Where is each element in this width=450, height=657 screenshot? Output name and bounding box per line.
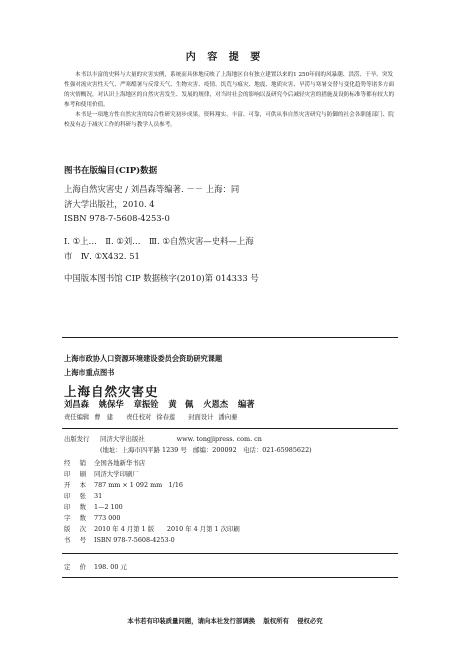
- author-name: 刘昌森: [64, 399, 89, 409]
- pub-row-value: 773 000: [94, 514, 121, 522]
- cip-line-5: 市 Ⅳ. ①X432. 51: [64, 251, 140, 261]
- pub-row-label: 开本: [64, 481, 86, 489]
- footer-copyright: 版权所有: [263, 617, 289, 625]
- editors-line: [64, 412, 240, 421]
- pub-row-label: 书号: [64, 536, 86, 544]
- price-row: [64, 562, 127, 572]
- pub-row-word-count: [64, 513, 120, 523]
- pub-row-edition: [64, 524, 240, 534]
- author-name: 姚保华: [98, 399, 124, 409]
- publisher-value: 同济大学出版社 www. tongjipress. com. cn: [100, 435, 262, 443]
- authors-line: [64, 398, 262, 410]
- pub-row-value: 787 mm × 1 092 mm 1/16: [94, 481, 183, 489]
- cip-line-2: 济大学出版社，2010. 4: [64, 199, 155, 209]
- pub-row-value: 2010 年 4 月第 1 版 2010 年 4 月第 1 次印刷: [94, 525, 240, 533]
- footer-notice: [0, 616, 450, 625]
- pub-row-label: 印刷: [64, 470, 86, 478]
- author-name: 黄 佩: [168, 399, 194, 409]
- divider-middle: [62, 428, 398, 429]
- proofreader-label: 责任校对: [126, 414, 152, 421]
- pub-row-printing: [64, 469, 139, 479]
- cip-line-1: 上海自然灾害史 / 刘昌森等编著. －－ 上海：同: [64, 184, 240, 194]
- divider-price-bottom: [62, 577, 398, 578]
- divider-price-top: [62, 553, 398, 554]
- summary-paragraph-1: 本书以丰富的史料与大量的灾害实例，系统而具体地反映了上海地区自有独立建置以来的1 250年间的风暴潮、洪涝、干旱、突发性强对流灾害性天气、严寒酷暑与反常天气、生物灾害、疫情、饥荒与瘟灾、地震、地质灾害、旱涝与寒暑交替与变化趋势等诸多方面的灾情概况，对认识上海地区的自然灾害发生、发展的规律，对当时社会的影响以及研究今后减轻灾害的措施及设防标准等都有较大的参考和使用价值。: [64, 72, 395, 108]
- price-value: 198. 00 元: [94, 563, 127, 571]
- editor-name: 曹 建: [94, 414, 114, 421]
- divider-top: [62, 337, 398, 338]
- pub-row-label: 印数: [64, 503, 86, 511]
- publisher-row: [64, 434, 262, 444]
- series-line-2: 上海市重点图书: [64, 368, 115, 377]
- cover-design-label: 封面设计: [188, 414, 214, 421]
- pub-row-value: 31: [94, 492, 103, 500]
- pub-row-label: 版次: [64, 525, 86, 533]
- pub-row-label: 经销: [64, 459, 86, 467]
- price-label: 定价: [64, 563, 86, 571]
- footer-infringement: 侵权必究: [297, 617, 323, 625]
- pub-row-print-run: [64, 502, 123, 512]
- summary-title: 内 容 提 要: [185, 52, 265, 63]
- pub-row-value: 1—2 100: [94, 503, 123, 511]
- author-role: 编著: [237, 399, 255, 409]
- summary-paragraph-2: 本书是一项地方性自然灾害的综合性研究初步成果，资料翔实、丰富、可靠，可供从事自然灾害研究与防御的社会各职能部门、院校及有志于减灾工作的科研与教学人员参考。: [64, 112, 394, 128]
- pub-row-isbn: [64, 535, 175, 545]
- pub-row-format: [64, 480, 183, 490]
- cip-line-3: ISBN 978-7-5608-4253-0: [64, 213, 170, 223]
- pub-row-sheets: [64, 491, 102, 501]
- book-title: 上海自然灾害史: [64, 384, 159, 399]
- proofreader-name: 徐春莲: [156, 414, 176, 421]
- pub-row-label: 印张: [64, 492, 86, 500]
- footer-quality-note: 本书若有印装质量问题，请向本社发行部调换: [127, 617, 256, 625]
- editor-label: 责任编辑: [64, 414, 90, 421]
- cip-number: 中国版本图书馆 CIP 数据核字(2010)第 014333 号: [64, 273, 259, 283]
- series-line-1: 上海市政协人口资源环境建设委员会资助研究课题: [64, 354, 223, 363]
- pub-row-distribution: [64, 458, 145, 468]
- address-row: (地址：上海市四平路 1239 号 邮编：200092 电话：021-65985622): [100, 446, 312, 454]
- cip-line-4: Ⅰ. ①上… Ⅱ. ①刘… Ⅲ. ①自然灾害—史料—上海: [64, 236, 254, 246]
- author-name: 火恩杰: [203, 399, 229, 409]
- cover-designer-name: 潘向蓁: [218, 414, 238, 421]
- pub-row-label: 字数: [64, 514, 86, 522]
- pub-row-value: 全国各地新华书店: [94, 459, 146, 467]
- cip-title: 图书在版编目(CIP)数据: [64, 166, 158, 176]
- pub-row-value: ISBN 978-7-5608-4253-0: [94, 536, 175, 544]
- publisher-label: 出版发行: [64, 435, 90, 443]
- author-name: 章振铨: [133, 399, 159, 409]
- pub-row-value: 同济大学印刷厂: [94, 470, 139, 478]
